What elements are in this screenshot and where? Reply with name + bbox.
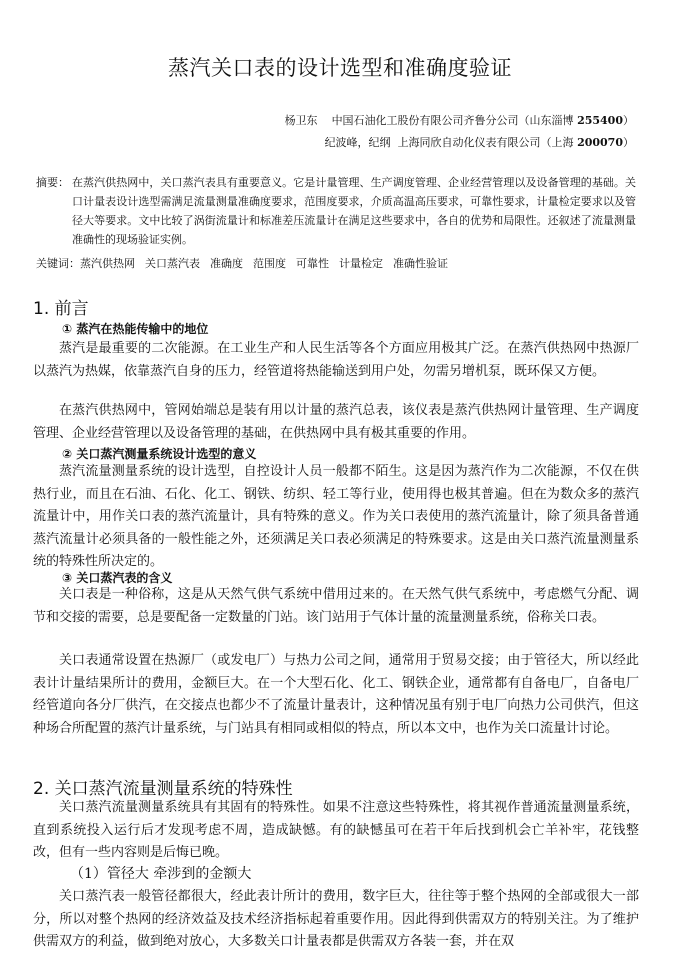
abstract-label: 摘要： [36,176,69,189]
author-line-2 [325,134,634,150]
paren-close: ） [623,136,634,149]
keywords-label: 关键词： [36,257,80,270]
author-postcode: 200070 [577,136,623,149]
paragraph: 关口表是一种俗称，这是从天然气供气系统中借用过来的。在天然气供气系统中，考虑燃气分配、调节和交接的需要，总是要配备一定数量的门站。该门站用于气体计量的流量测量系统，俗称关口表。 [33,587,639,625]
paragraph: 关口蒸汽流量测量系统具有其固有的特殊性。如果不注意这些特殊性，将其视作普通流量测量系统，直到系统投入运行后才发现考虑不周，造成缺憾。有的缺憾虽可在若干年后找到机会亡羊补牢，花钱整改，但有一些内容则是后悔已晚。 [33,800,639,861]
author-names: 杨卫东 [284,114,318,127]
author-affiliation: 上海同欣自动化仪表有限公司（上海 [397,136,574,149]
keyword: 可靠性 [296,257,329,270]
section-heading-1: 1. 前言 [33,299,89,319]
paragraph: 关口蒸汽表一般管径都很大，经此表计所计的费用，数字巨大，往往等于整个热网的全部或很大一部分，所以对整个热网的经济效益及技术经济指标起着重要作用。因此得到供需双方的特别关注。为了维护供需双方的利益，做到绝对放心，大多数关口计量表都是供需双方各装一套，并在双 [33,889,639,950]
author-line-1 [285,112,634,128]
keyword: 准确性验证 [393,257,448,270]
section-heading-2: 2. 关口蒸汽流量测量系统的特殊性 [33,779,293,799]
keyword: 关口蒸汽表 [145,257,200,270]
subsection-heading: ① 蒸汽在热能传输中的地位 [62,322,209,336]
paren-close: ） [623,114,634,127]
subsection-heading: ② 关口蒸汽测量系统设计选型的意义 [62,447,257,461]
keywords [36,255,646,271]
keyword: 准确度 [210,257,243,270]
author-postcode: 255400 [577,114,623,127]
keyword: 计量检定 [339,257,383,270]
author-names: 纪波峰，纪纲 [324,136,391,149]
abstract [36,173,636,249]
abstract-text: 在蒸汽供热网中，关口蒸汽表具有重要意义。它是计量管理、生产调度管理、企业经营管理以及设备管理的基础。关口计量表设计选型需满足流量测量准确度要求，范围度要求，介质高温高压要求，可靠性要求，计量检定要求以及管径大等要求。文中比较了涡街流量计和标准差压流量计在满足这些要求中，各自的优势和局限性。还叙述了流量测量准确性的现场验证实例。 [72,176,636,246]
keyword: 蒸汽供热网 [80,257,135,270]
paragraph: 蒸汽是最重要的二次能源。在工业生产和人民生活等各个方面应用极其广泛。在蒸汽供热网中热源厂以蒸汽为热媒，依靠蒸汽自身的压力，经管道将热能输送到用户处，勿需另增机泵，既环保又方便。 [33,341,639,379]
paragraph: 关口表通常设置在热源厂（或发电厂）与热力公司之间，通常用于贸易交接；由于管径大，所以经此表计计量结果所计的费用，金额巨大。在一个大型石化、化工、钢铁企业，通常都有自备电厂，自备电厂经管道向各分厂供汽，在交接点也都少不了流量计量表计，这种情况虽有别于电厂向热力公司供汽，但这种场合所配置的蒸汽计量系统，与门站具有相同或相似的特点，所以本文中，也作为关口流量计讨论。 [33,653,639,736]
subsection-heading: ③ 关口蒸汽表的含义 [62,571,173,585]
keyword: 范围度 [253,257,286,270]
author-affiliation: 中国石油化工股份有限公司齐鲁分公司（山东淄博 [331,114,574,127]
paragraph: 在蒸汽供热网中，管网始端总是装有用以计量的蒸汽总表，该仪表是蒸汽供热网计量管理、生产调度管理、企业经营管理以及设备管理的基础，在供热网中具有极其重要的作用。 [33,403,639,441]
paragraph: 蒸汽流量测量系统的设计选型，自控设计人员一般都不陌生。这是因为蒸汽作为二次能源，不仅在供热行业，而且在石油、石化、化工、钢铁、纺织、轻工等行业，使用得也极其普遍。但在为数众多的蒸汽流量计中，用作关口表的蒸汽流量计，具有特殊的意义。作为关口表使用的蒸汽流量计，除了须具备普通蒸汽流量计必须具备的一般性能之外，还须满足关口表必须满足的特殊要求。这是由关口蒸汽流量测量系统的特殊性所决定的。 [33,464,639,570]
paper-title: 蒸汽关口表的设计选型和准确度验证 [168,56,512,80]
subsection-heading: （1）管径大 牵涉到的金额大 [70,866,252,882]
